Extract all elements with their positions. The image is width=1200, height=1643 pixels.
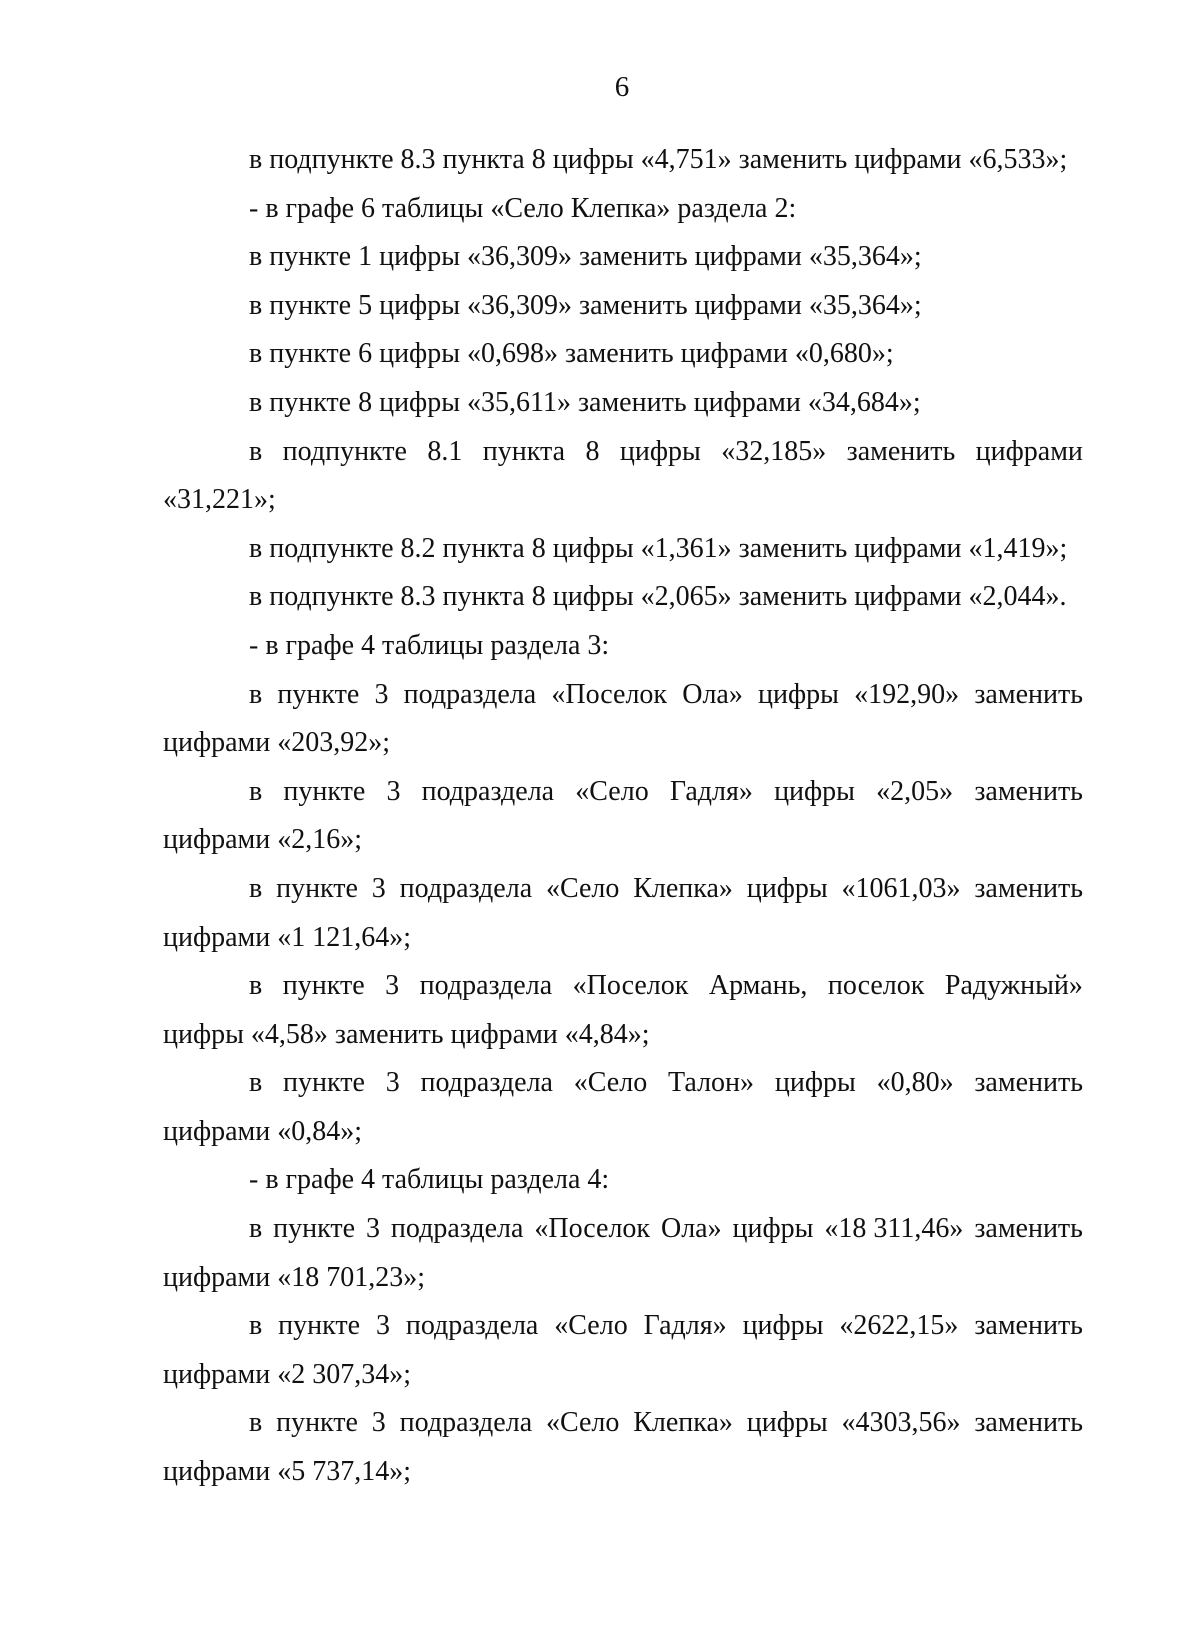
word: пункте [276, 872, 358, 904]
text-line-justified [163, 1302, 1083, 1351]
text-line-justified [163, 768, 1083, 817]
word: подпункте [282, 435, 407, 467]
text-line: цифры «4,58» заменить цифрами «4,84»; [163, 1018, 650, 1050]
word: Армань, [708, 970, 808, 1002]
word: пункте [277, 678, 360, 710]
word: заменить [974, 1310, 1083, 1342]
text-line-justified [163, 1205, 1083, 1254]
text-line-justified [163, 1399, 1083, 1448]
word: Гадля» [669, 775, 753, 807]
word: «Село [545, 1407, 620, 1439]
text-line: в подпункте 8.2 пункта 8 цифры «1,361» заменить цифрами «1,419»; [249, 532, 1068, 564]
word: «192,90» [854, 678, 960, 710]
word: 3 [386, 775, 401, 807]
word: цифры [746, 872, 828, 904]
word: в [249, 678, 263, 710]
word: подраздела [399, 872, 533, 904]
word: в [249, 1310, 263, 1342]
text-line: в подпункте 8.3 пункта 8 цифры «2,065» заменить цифрами «2,044». [249, 581, 1067, 613]
word: «32,185» [721, 435, 827, 467]
word: подраздела [403, 678, 537, 710]
word: цифры [774, 1067, 856, 1099]
text-line: цифрами «18 701,23»; [163, 1261, 426, 1293]
word: цифры [619, 435, 701, 467]
word: «Поселок [551, 678, 668, 710]
word: Клепка» [633, 872, 733, 904]
text-line: цифрами «5 737,14»; [163, 1456, 412, 1488]
text-line: - в графе 4 таблицы раздела 4: [249, 1164, 610, 1196]
word: подраздела [399, 1407, 533, 1439]
word: Ола» [682, 678, 743, 710]
word: 3 [375, 1310, 390, 1342]
word: 3 [385, 970, 400, 1002]
word: в [249, 1213, 263, 1245]
text-line: в подпункте 8.3 пункта 8 цифры «4,751» заменить цифрами «6,533»; [249, 144, 1068, 175]
word: цифры [774, 775, 855, 807]
document-body [163, 136, 1083, 1497]
word: пункте [283, 775, 366, 807]
word: в [249, 1407, 263, 1439]
text-line: - в графе 6 таблицы «Село Клепка» раздела 2: [249, 192, 797, 224]
text-line: в пункте 5 цифры «36,309» заменить цифрами «35,364»; [249, 289, 922, 321]
word: цифры [746, 1407, 828, 1439]
word: Клепка» [633, 1407, 733, 1439]
word: цифры [758, 678, 839, 710]
word: в [249, 970, 263, 1002]
page-number: 6 [614, 71, 630, 103]
word: Гадля» [643, 1310, 727, 1342]
word: заменить [974, 1213, 1083, 1245]
word: цифры [732, 1213, 814, 1245]
word: пункте [273, 1213, 356, 1245]
word: 8 [585, 435, 600, 467]
text-line: в пункте 8 цифры «35,611» заменить цифрами «34,684»; [249, 386, 921, 418]
word: 3 [371, 1407, 386, 1439]
word: «Село [545, 872, 620, 904]
word: заменить [974, 1067, 1083, 1099]
word: подраздела [421, 775, 555, 807]
text-line: цифрами «0,84»; [163, 1115, 363, 1147]
word: подраздела [405, 1310, 539, 1342]
word: «Поселок [534, 1213, 651, 1245]
word: в [249, 775, 263, 807]
word: «1061,03» [841, 872, 961, 904]
word: «Село [573, 1067, 648, 1099]
word: «Село [575, 775, 649, 807]
word: заменить [974, 872, 1083, 904]
word: цифры [742, 1310, 824, 1342]
word: заменить [974, 678, 1083, 710]
word: в [249, 1067, 263, 1099]
word: 8.1 [427, 435, 463, 467]
word: «Поселок [572, 970, 689, 1002]
word: «2,05» [876, 775, 954, 807]
text-line: цифрами «1 121,64»; [163, 921, 412, 953]
word: пункте [276, 1407, 358, 1439]
word: 3 [374, 678, 389, 710]
word: Ола» [660, 1213, 722, 1245]
word: «2622,15» [839, 1310, 959, 1342]
word: пункте [282, 970, 365, 1002]
word: Радужный» [944, 970, 1083, 1002]
word: «18 311,46» [824, 1213, 964, 1245]
word: заменить [974, 1407, 1083, 1439]
text-line: - в графе 4 таблицы раздела 3: [249, 629, 610, 661]
word: «4303,56» [841, 1407, 961, 1439]
text-line: в пункте 1 цифры «36,309» заменить цифрами «35,364»; [249, 241, 922, 273]
text-line: в пункте 6 цифры «0,698» заменить цифрами «0,680»; [249, 338, 894, 370]
text-line-justified [163, 865, 1083, 914]
word: «0,80» [876, 1067, 954, 1099]
word: 3 [365, 1213, 380, 1245]
word: «Село [554, 1310, 628, 1342]
word: заменить [846, 435, 956, 467]
text-line: цифрами «203,92»; [163, 727, 391, 759]
word: пункта [482, 435, 566, 467]
word: подраздела [419, 970, 553, 1002]
word: пункте [283, 1067, 365, 1099]
text-line-justified [163, 671, 1083, 720]
word: пункте [278, 1310, 361, 1342]
word: подраздела [420, 1067, 553, 1099]
word: Талон» [668, 1067, 755, 1099]
word: в [249, 872, 263, 904]
word: в [249, 435, 263, 467]
text-line-justified [163, 1059, 1083, 1108]
word: подраздела [390, 1213, 524, 1245]
word: заменить [974, 775, 1083, 807]
word: поселок [827, 970, 925, 1002]
text-line: цифрами «2,16»; [163, 824, 363, 856]
word: 3 [385, 1067, 400, 1099]
text-line: цифрами «2 307,34»; [163, 1358, 412, 1390]
text-line: «31,221»; [163, 484, 276, 516]
text-line-justified [163, 962, 1083, 1011]
word: 3 [371, 872, 386, 904]
word: цифрами [975, 435, 1083, 467]
text-line-justified [163, 428, 1083, 477]
